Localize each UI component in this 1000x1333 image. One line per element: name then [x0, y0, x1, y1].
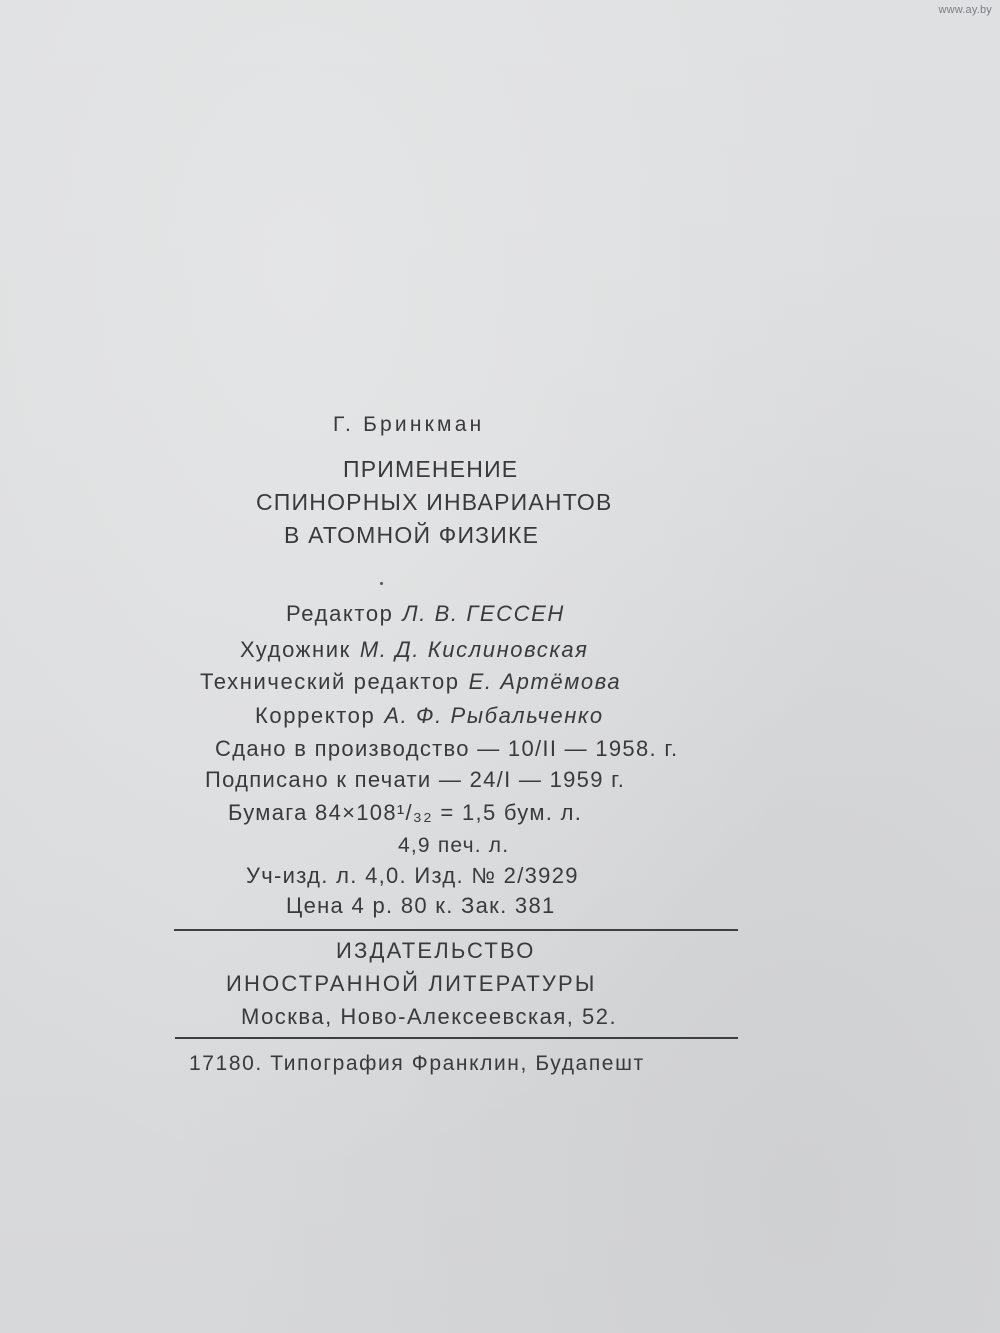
credit-editor — [286, 601, 565, 627]
credit-artist — [240, 637, 589, 663]
title-line-2: СПИНОРНЫХ ИНВАРИАНТОВ — [256, 489, 613, 515]
credit-name: А. Ф. Рыбальченко — [384, 703, 604, 728]
publisher-line-1: ИЗДАТЕЛЬСТВО — [336, 938, 536, 963]
signed-date: Подписано к печати — 24/I — 1959 г. — [205, 767, 626, 792]
divider-top — [174, 929, 738, 931]
production-date: Сдано в производство — 10/II — 1958. г. — [215, 736, 679, 761]
credit-name: Е. Артёмова — [468, 669, 622, 694]
credit-name: Л. В. ГЕССЕН — [402, 601, 565, 626]
print-sheets: 4,9 печ. л. — [398, 834, 510, 857]
title-line-1: ПРИМЕНЕНИЕ — [343, 456, 519, 482]
watermark-text: www.ay.by — [938, 4, 992, 16]
paper-format: Бумага 84×108¹/₃₂ = 1,5 бум. л. — [228, 800, 583, 825]
publisher-line-2: ИНОСТРАННОЙ ЛИТЕРАТУРЫ — [226, 971, 597, 996]
divider-bottom — [175, 1037, 738, 1039]
credit-label: Корректор — [255, 703, 376, 728]
publishing-sheets: Уч-изд. л. 4,0. Изд. № 2/3929 — [246, 863, 579, 888]
credit-label: Художник — [240, 637, 351, 662]
price-order: Цена 4 р. 80 к. Зак. 381 — [286, 893, 556, 918]
author-name: Г. Бринкман — [333, 413, 485, 436]
credit-tech-editor — [200, 669, 621, 695]
credit-name: М. Д. Кислиновская — [359, 637, 589, 662]
credit-proofreader — [255, 703, 604, 729]
publisher-address: Москва, Ново-Алексеевская, 52. — [241, 1004, 618, 1029]
title-line-3: В АТОМНОЙ ФИЗИКЕ — [284, 522, 540, 548]
credit-label: Редактор — [286, 601, 394, 626]
ink-speck — [380, 582, 383, 585]
credit-label: Технический редактор — [200, 669, 460, 694]
printer-line: 17180. Типография Франклин, Будапешт — [189, 1052, 645, 1075]
